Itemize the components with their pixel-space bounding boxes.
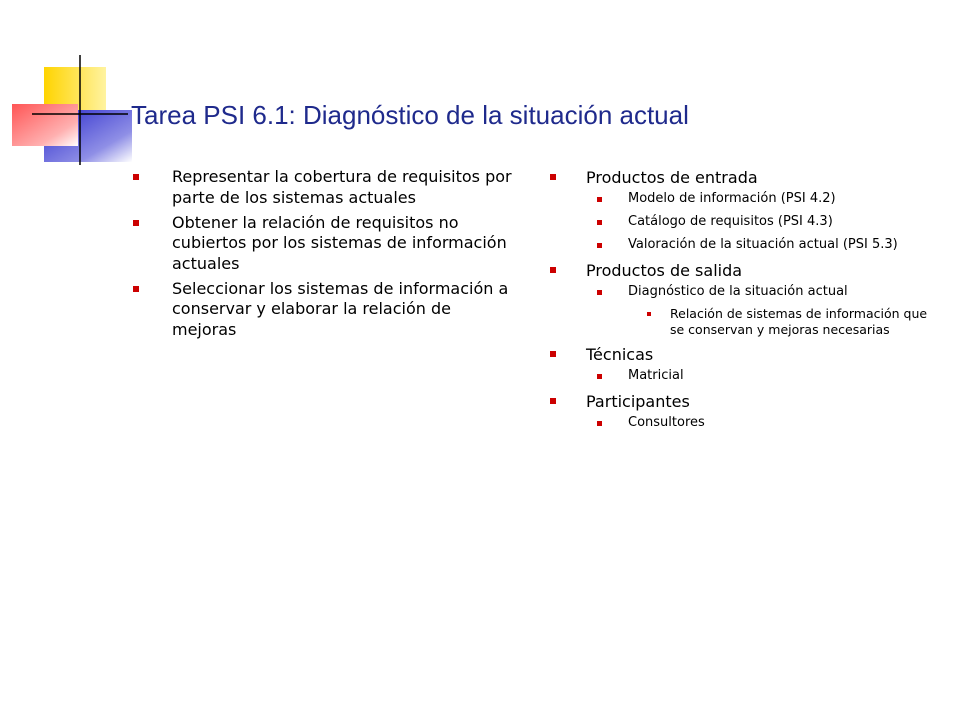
bullet-icon [647,312,651,316]
section-label: Productos de entrada [586,168,758,187]
sub-list [586,368,949,384]
list-item: Consultores [549,415,960,431]
left-bullet-list [132,167,520,345]
sub-sub-list [628,306,960,337]
section-tecnicas [549,344,949,384]
bullet-icon [597,290,602,295]
section-label: Participantes [586,392,690,411]
list-item: Modelo de información (PSI 4.2) [549,191,960,207]
bullet-icon [133,286,139,292]
slide-title: Tarea PSI 6.1: Diagnóstico de la situación actual [131,100,689,130]
section-label: Técnicas [586,345,654,364]
bullet-icon [133,220,139,226]
bullet-icon [597,374,602,379]
list-item: Matricial [549,368,960,384]
red-square [12,104,78,146]
list-item: Seleccionar los sistemas de información a conservar y elaborar la relación de mejoras [132,279,520,341]
bullet-icon [550,351,556,357]
list-item: Relación de sistemas de información que se conservan y mejoras necesarias [628,306,940,337]
list-item: Obtener la relación de requisitos no cubiertos por los sistemas de información actuales [132,213,520,275]
list-item: Valoración de la situación actual (PSI 5.3) [549,237,960,253]
sub-list [586,415,949,431]
corner-decoration [0,0,140,170]
list-item: Representar la cobertura de requisitos por parte de los sistemas actuales [132,167,520,208]
bullet-icon [597,421,602,426]
bullet-icon [550,267,556,273]
bullet-icon [597,243,602,248]
bullet-icon [133,174,139,180]
list-item: Diagnóstico de la situación actual Relación de sistemas de información que se conservan y mejoras necesarias [549,284,960,337]
bullet-icon [597,197,602,202]
section-productos-entrada [549,167,949,253]
section-participantes [549,391,949,431]
bullet-icon [550,398,556,404]
section-label: Productos de salida [586,261,743,280]
right-bullet-list [549,167,949,438]
bullet-icon [597,220,602,225]
sub-list [586,284,949,337]
sub-list [586,191,949,253]
list-item: Catálogo de requisitos (PSI 4.3) [549,214,960,230]
section-productos-salida [549,260,949,337]
bullet-icon [550,174,556,180]
